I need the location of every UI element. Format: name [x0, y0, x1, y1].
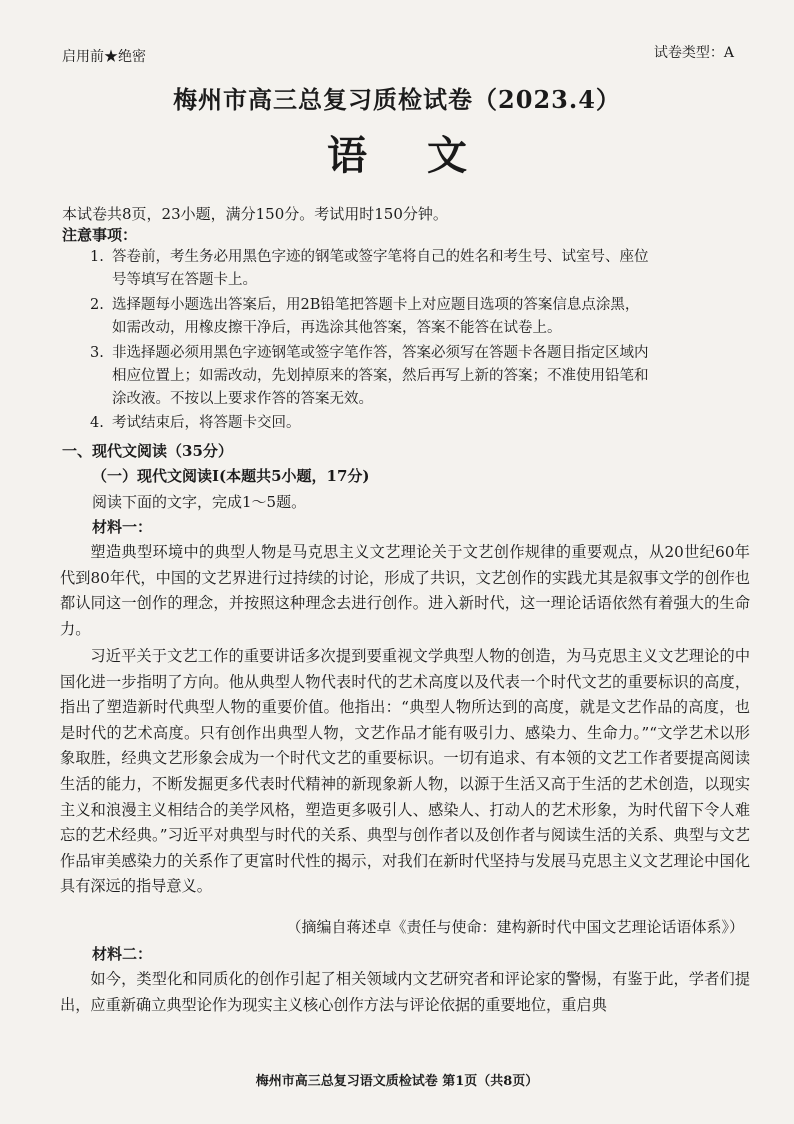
- subject-title: 语文: [327, 132, 527, 179]
- material2-label: 材料二：: [92, 945, 153, 963]
- section-title: 一、现代文阅读（35分）: [62, 442, 233, 460]
- notice-item-2: [90, 294, 740, 340]
- notice-num: 1.: [90, 249, 104, 265]
- notice-num: 2.: [90, 297, 104, 313]
- notice-line: 如需改动，用橡皮擦干净后，再选涂其他答案，答案不能答在试卷上。: [112, 320, 562, 336]
- notice-line: 考试结束后，将答题卡交回。: [112, 415, 301, 431]
- material1-source: （摘编自蒋述卓《责任与使命：建构新时代中国文艺理论话语体系》）: [286, 918, 744, 936]
- notice-num: 3.: [90, 345, 104, 361]
- notice-title: 注意事项：: [62, 226, 138, 244]
- notice-line: 号等填写在答题卡上。: [112, 272, 257, 288]
- page-footer: 梅州市高三总复习语文质检试卷 第1页（共8页）: [255, 1074, 539, 1089]
- notice-item-1: [90, 246, 740, 292]
- material2-paragraph-1: 如今，类型化和同质化的创作引起了相关领域内文艺研究者和评论家的警惕，有鉴于此，学者们提出，应重新确立典型论作为现实主义核心创作方法与评论依据的重要地位，重启典: [60, 970, 750, 1014]
- paper-type: 试卷类型：A: [653, 45, 734, 61]
- notice-item-3: [90, 342, 740, 411]
- material1-paragraph-1: 塑造典型环境中的典型人物是马克思主义文艺理论关于文艺创作规律的重要观点，从20世纪60年代到80年代，中国的文艺界进行过持续的讨论，形成了共识，文艺创作的实践尤其是叙事文学的创作也都认同这一创作的理念，并按照这种理念去进行创作。进入新时代，这一理论话语依然有着强大的生命力。: [60, 543, 750, 638]
- notice-num: 4.: [90, 415, 104, 431]
- exam-title: 梅州市高三总复习质检试卷（2023.4）: [173, 85, 621, 114]
- reading-instruction: 阅读下面的文字，完成1～5题。: [92, 493, 307, 511]
- notice-line: 相应位置上；如需改动，先划掉原来的答案，然后再写上新的答案；不准使用铅笔和: [112, 368, 649, 384]
- secret-mark: 启用前★绝密: [62, 49, 146, 65]
- material1-label: 材料一：: [92, 518, 153, 536]
- notice-line: 涂改液。不按以上要求作答的答案无效。: [112, 391, 373, 407]
- notice-line: 答卷前，考生务必用黑色字迹的钢笔或签字笔将自己的姓名和考生号、试室号、座位: [112, 249, 649, 265]
- notice-line: 选择题每小题选出答案后，用2B铅笔把答题卡上对应题目选项的答案信息点涂黑，: [112, 297, 640, 313]
- notice-line: 非选择题必须用黑色字迹钢笔或签字笔作答，答案必须写在答题卡各题目指定区域内: [112, 345, 649, 361]
- material1-paragraph-2: 习近平关于文艺工作的重要讲话多次提到要重视文学典型人物的创造，为马克思主义文艺理论的中国化进一步指明了方向。他从典型人物代表时代的艺术高度以及代表一个时代文艺的重要标识的高度，指出了塑造新时代典型人物的重要价值。他指出：“典型人物所达到的高度，就是文艺作品的高度，也是时代的艺术高度。只有创作出典型人物，文艺作品才能有吸引力、感染力、生命力。”“文学艺术以形象取胜，经典文艺形象会成为一个时代文艺的重要标识。一切有追求、有本领的文艺工作者要提高阅读生活的能力，不断发掘更多代表时代精神的新现象新人物，以源于生活又高于生活的艺术创造，以现实主义和浪漫主义相结合的美学风格，塑造更多吸引人、感染人、打动人的艺术形象，为时代留下令人难忘的艺术经典。”习近平对典型与时代的关系、典型与创作者以及创作者与阅读生活的关系、典型与文艺作品审美感染力的关系作了更富时代性的揭示，对我们在新时代坚持与发展马克思主义文艺理论中国化具有深远的指导意义。: [60, 647, 750, 896]
- exam-intro: 本试卷共8页，23小题，满分150分。考试用时150分钟。: [62, 205, 448, 223]
- subsection-title: （一）现代文阅读Ⅰ(本题共5小题，17分): [92, 467, 370, 485]
- notice-item-4: [90, 412, 740, 435]
